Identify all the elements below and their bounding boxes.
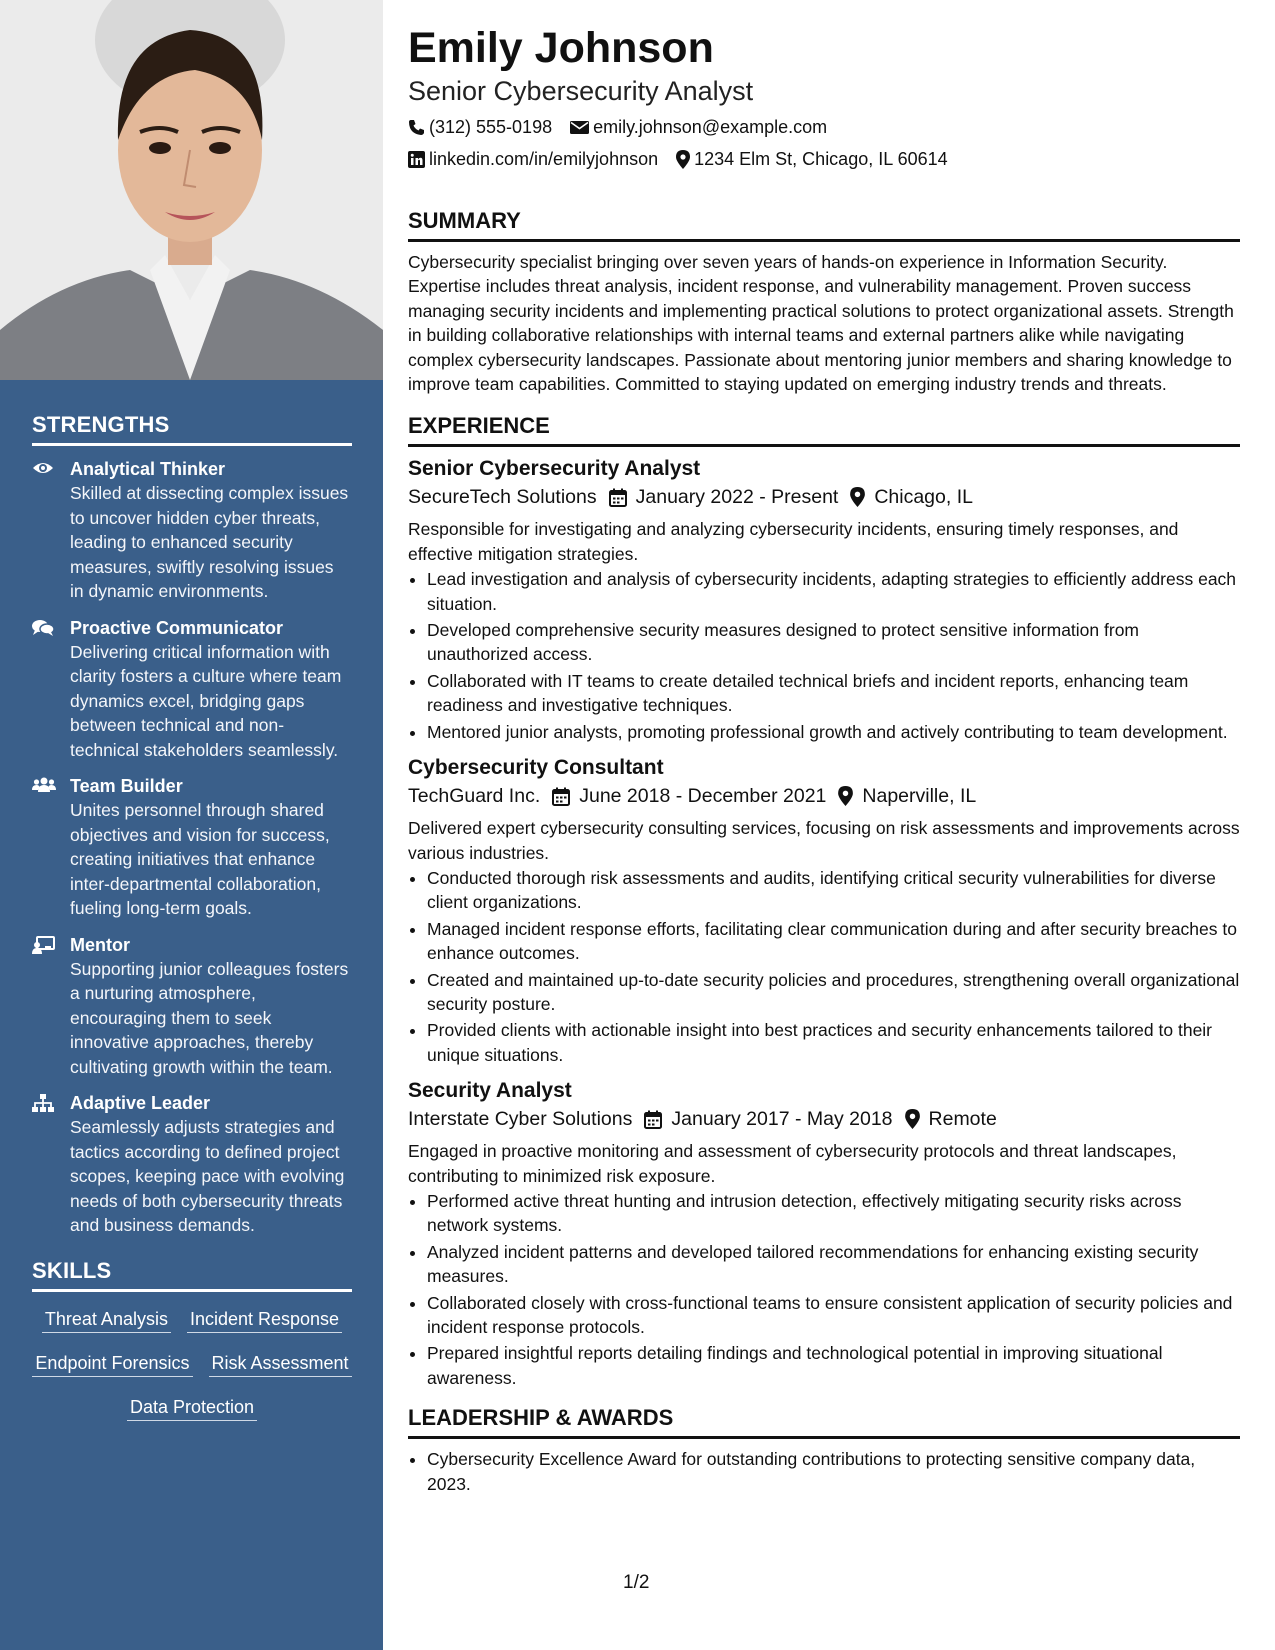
job-dates-text: January 2017 - May 2018 (671, 1108, 893, 1131)
candidate-name: Emily Johnson (408, 24, 714, 72)
linkedin-contact[interactable] (408, 147, 658, 171)
strength-item (32, 457, 352, 604)
strength-title: Adaptive Leader (70, 1093, 211, 1113)
calendar-icon (609, 488, 627, 507)
skills-list (32, 1303, 352, 1421)
job-title: Senior Cybersecurity Analyst (408, 457, 701, 481)
job-entry (408, 1077, 1240, 1390)
map-marker-icon (905, 1109, 920, 1129)
job-dates-text: January 2022 - Present (635, 486, 839, 509)
awards-heading: LEADERSHIP & AWARDS (408, 1404, 1240, 1439)
summary-heading: SUMMARY (408, 207, 1240, 242)
company-name: TechGuard Inc. (408, 785, 541, 808)
calendar-icon (552, 787, 570, 806)
phone-number: (312) 555-0198 (429, 117, 553, 137)
sidebar (0, 0, 383, 1650)
address-text: 1234 Elm St, Chicago, IL 60614 (694, 149, 948, 169)
awards-section (408, 1404, 1240, 1496)
chalkboard-teacher-icon (32, 933, 70, 1080)
experience-section (408, 412, 1240, 1390)
skill-tag: Risk Assessment (209, 1353, 352, 1377)
sidebar-content (32, 412, 352, 1421)
strength-description: Supporting junior colleagues fosters a nurturing atmosphere, encouraging them to seek innovative approaches, thereby cultivating growth within the team. (70, 958, 349, 1077)
experience-heading: EXPERIENCE (408, 412, 1240, 447)
strength-description: Delivering critical information with clarity fosters a culture where team dynamics excel, bridging gaps between technical and non-technical stakeholders seamlessly. (70, 641, 342, 760)
list-item: • Prepared insightful reports detailing findings and technological potential in improving situational awareness. (427, 1341, 1240, 1390)
skills-heading: SKILLS (32, 1258, 352, 1292)
linkedin-icon (408, 151, 425, 168)
job-bullets (408, 567, 1240, 744)
eye-icon (32, 457, 70, 604)
envelope-icon (570, 120, 589, 135)
users-icon (32, 774, 70, 921)
list-item: • Analyzed incident patterns and developed tailored recommendations for enhancing existing security measures. (427, 1240, 1240, 1289)
job-title: Security Analyst (408, 1079, 572, 1103)
job-meta (408, 782, 1240, 810)
job-location (905, 1105, 997, 1133)
job-location-text: Chicago, IL (874, 486, 973, 509)
job-description: Engaged in proactive monitoring and assessment of cybersecurity protocols and threat landscapes, contributing to minimized risk exposure. (408, 1141, 1177, 1186)
comments-icon (32, 616, 70, 763)
skill-tag: Threat Analysis (42, 1309, 171, 1333)
job-entry (408, 754, 1240, 1067)
job-dates (609, 483, 839, 511)
list-item: • Cybersecurity Excellence Award for outstanding contributions to protecting sensitive company data, 2023. (427, 1447, 1240, 1496)
job-bullets (408, 1189, 1240, 1390)
phone-contact (408, 115, 552, 139)
sitemap-icon (32, 1091, 70, 1238)
candidate-title: Senior Cybersecurity Analyst (408, 76, 754, 106)
skill-tag: Data Protection (127, 1397, 257, 1421)
job-location-text: Naperville, IL (862, 785, 977, 808)
strength-title: Team Builder (70, 776, 183, 796)
skill-tag: Endpoint Forensics (32, 1353, 192, 1377)
list-item: • Managed incident response efforts, facilitating clear communication during and after security breaches to enhance outcomes. (427, 917, 1240, 966)
strength-item (32, 1091, 352, 1238)
email-contact[interactable] (570, 115, 827, 139)
address-contact (676, 147, 948, 171)
list-item: • Lead investigation and analysis of cybersecurity incidents, adapting strategies to efficiently address each situation. (427, 567, 1240, 616)
strengths-heading: STRENGTHS (32, 412, 352, 446)
job-dates (644, 1105, 892, 1133)
map-marker-icon (676, 150, 690, 169)
map-marker-icon (838, 786, 853, 806)
company-name: SecureTech Solutions (408, 486, 597, 509)
job-description: Delivered expert cybersecurity consulting services, focusing on risk assessments and improvements across various industries. (408, 818, 1240, 863)
contact-row (408, 147, 1240, 171)
job-title: Cybersecurity Consultant (408, 756, 664, 780)
strength-item (32, 933, 352, 1080)
list-item: • Mentored junior analysts, promoting professional growth and actively contributing to team development. (427, 720, 1240, 744)
company-name: Interstate Cyber Solutions (408, 1108, 633, 1131)
list-item: • Collaborated with IT teams to create detailed technical briefs and incident reports, enhancing team readiness and investigative techniques. (427, 669, 1240, 718)
list-item: • Performed active threat hunting and intrusion detection, effectively mitigating security risks across network systems. (427, 1189, 1240, 1238)
linkedin-url[interactable]: linkedin.com/in/emilyjohnson (429, 149, 659, 169)
strength-description: Skilled at dissecting complex issues to uncover hidden cyber threats, leading to enhanced security measures, swiftly resolving issues in dynamic environments. (70, 483, 349, 601)
list-item: • Collaborated closely with cross-functional teams to ensure consistent application of security policies and incident response protocols. (427, 1291, 1240, 1340)
page-indicator: 1/2 (623, 1572, 650, 1593)
awards-list (408, 1447, 1240, 1496)
list-item: • Developed comprehensive security measures designed to protect sensitive information from unauthorized access. (427, 618, 1240, 667)
strength-item (32, 616, 352, 763)
contact-row (408, 115, 1240, 139)
job-meta (408, 1105, 1240, 1133)
job-dates (552, 782, 826, 810)
strength-title: Mentor (70, 934, 130, 955)
job-description: Responsible for investigating and analyzing cybersecurity incidents, ensuring timely responses, and effective mitigation strategies. (408, 519, 1179, 564)
list-item: • Created and maintained up-to-date security policies and procedures, strengthening overall organizational security posture. (427, 968, 1240, 1017)
list-item: • Provided clients with actionable insight into best practices and security enhancements tailored to their unique situations. (427, 1018, 1240, 1067)
calendar-icon (644, 1110, 662, 1129)
strength-description: Seamlessly adjusts strategies and tactics according to defined project scopes, keeping pace with evolving needs of both cybersecurity threats and business demands. (70, 1117, 345, 1235)
main-content (408, 22, 1240, 1498)
job-bullets (408, 866, 1240, 1067)
job-dates-text: June 2018 - December 2021 (579, 785, 827, 808)
list-item: • Conducted thorough risk assessments and audits, identifying critical security vulnerabilities for diverse client organizations. (427, 866, 1240, 915)
job-location-text: Remote (928, 1108, 997, 1131)
email-address[interactable]: emily.johnson@example.com (593, 117, 828, 137)
strength-title: Proactive Communicator (70, 617, 284, 638)
summary-section (408, 207, 1240, 396)
strength-title: Analytical Thinker (70, 459, 226, 479)
phone-icon (408, 119, 425, 136)
job-location (838, 782, 976, 810)
job-location (850, 483, 973, 511)
strength-description: Unites personnel through shared objectives and vision for success, creating initiatives that enhance inter-departmental collaboration, fueling long-term goals. (70, 800, 330, 918)
job-entry (408, 455, 1240, 744)
summary-text: Cybersecurity specialist bringing over seven years of hands-on experience in Information Security. Expertise includes threat analysis, incident response, and vulnerability management. Proven success managing security incidents and implementing practical solutions to protect organizational assets. Strength in building collaborative relationships with internal teams and external partners alike while navigating complex cybersecurity landscapes. Passionate about mentoring junior members and sharing knowledge to improve team capabilities. Committed to staying updated on emerging industry trends and threats. (408, 252, 1234, 395)
skill-tag: Incident Response (187, 1309, 342, 1333)
profile-photo (0, 0, 383, 380)
map-marker-icon (850, 487, 865, 507)
strength-item (32, 774, 352, 921)
profile-photo-illustration (0, 0, 383, 380)
job-meta (408, 483, 1240, 511)
